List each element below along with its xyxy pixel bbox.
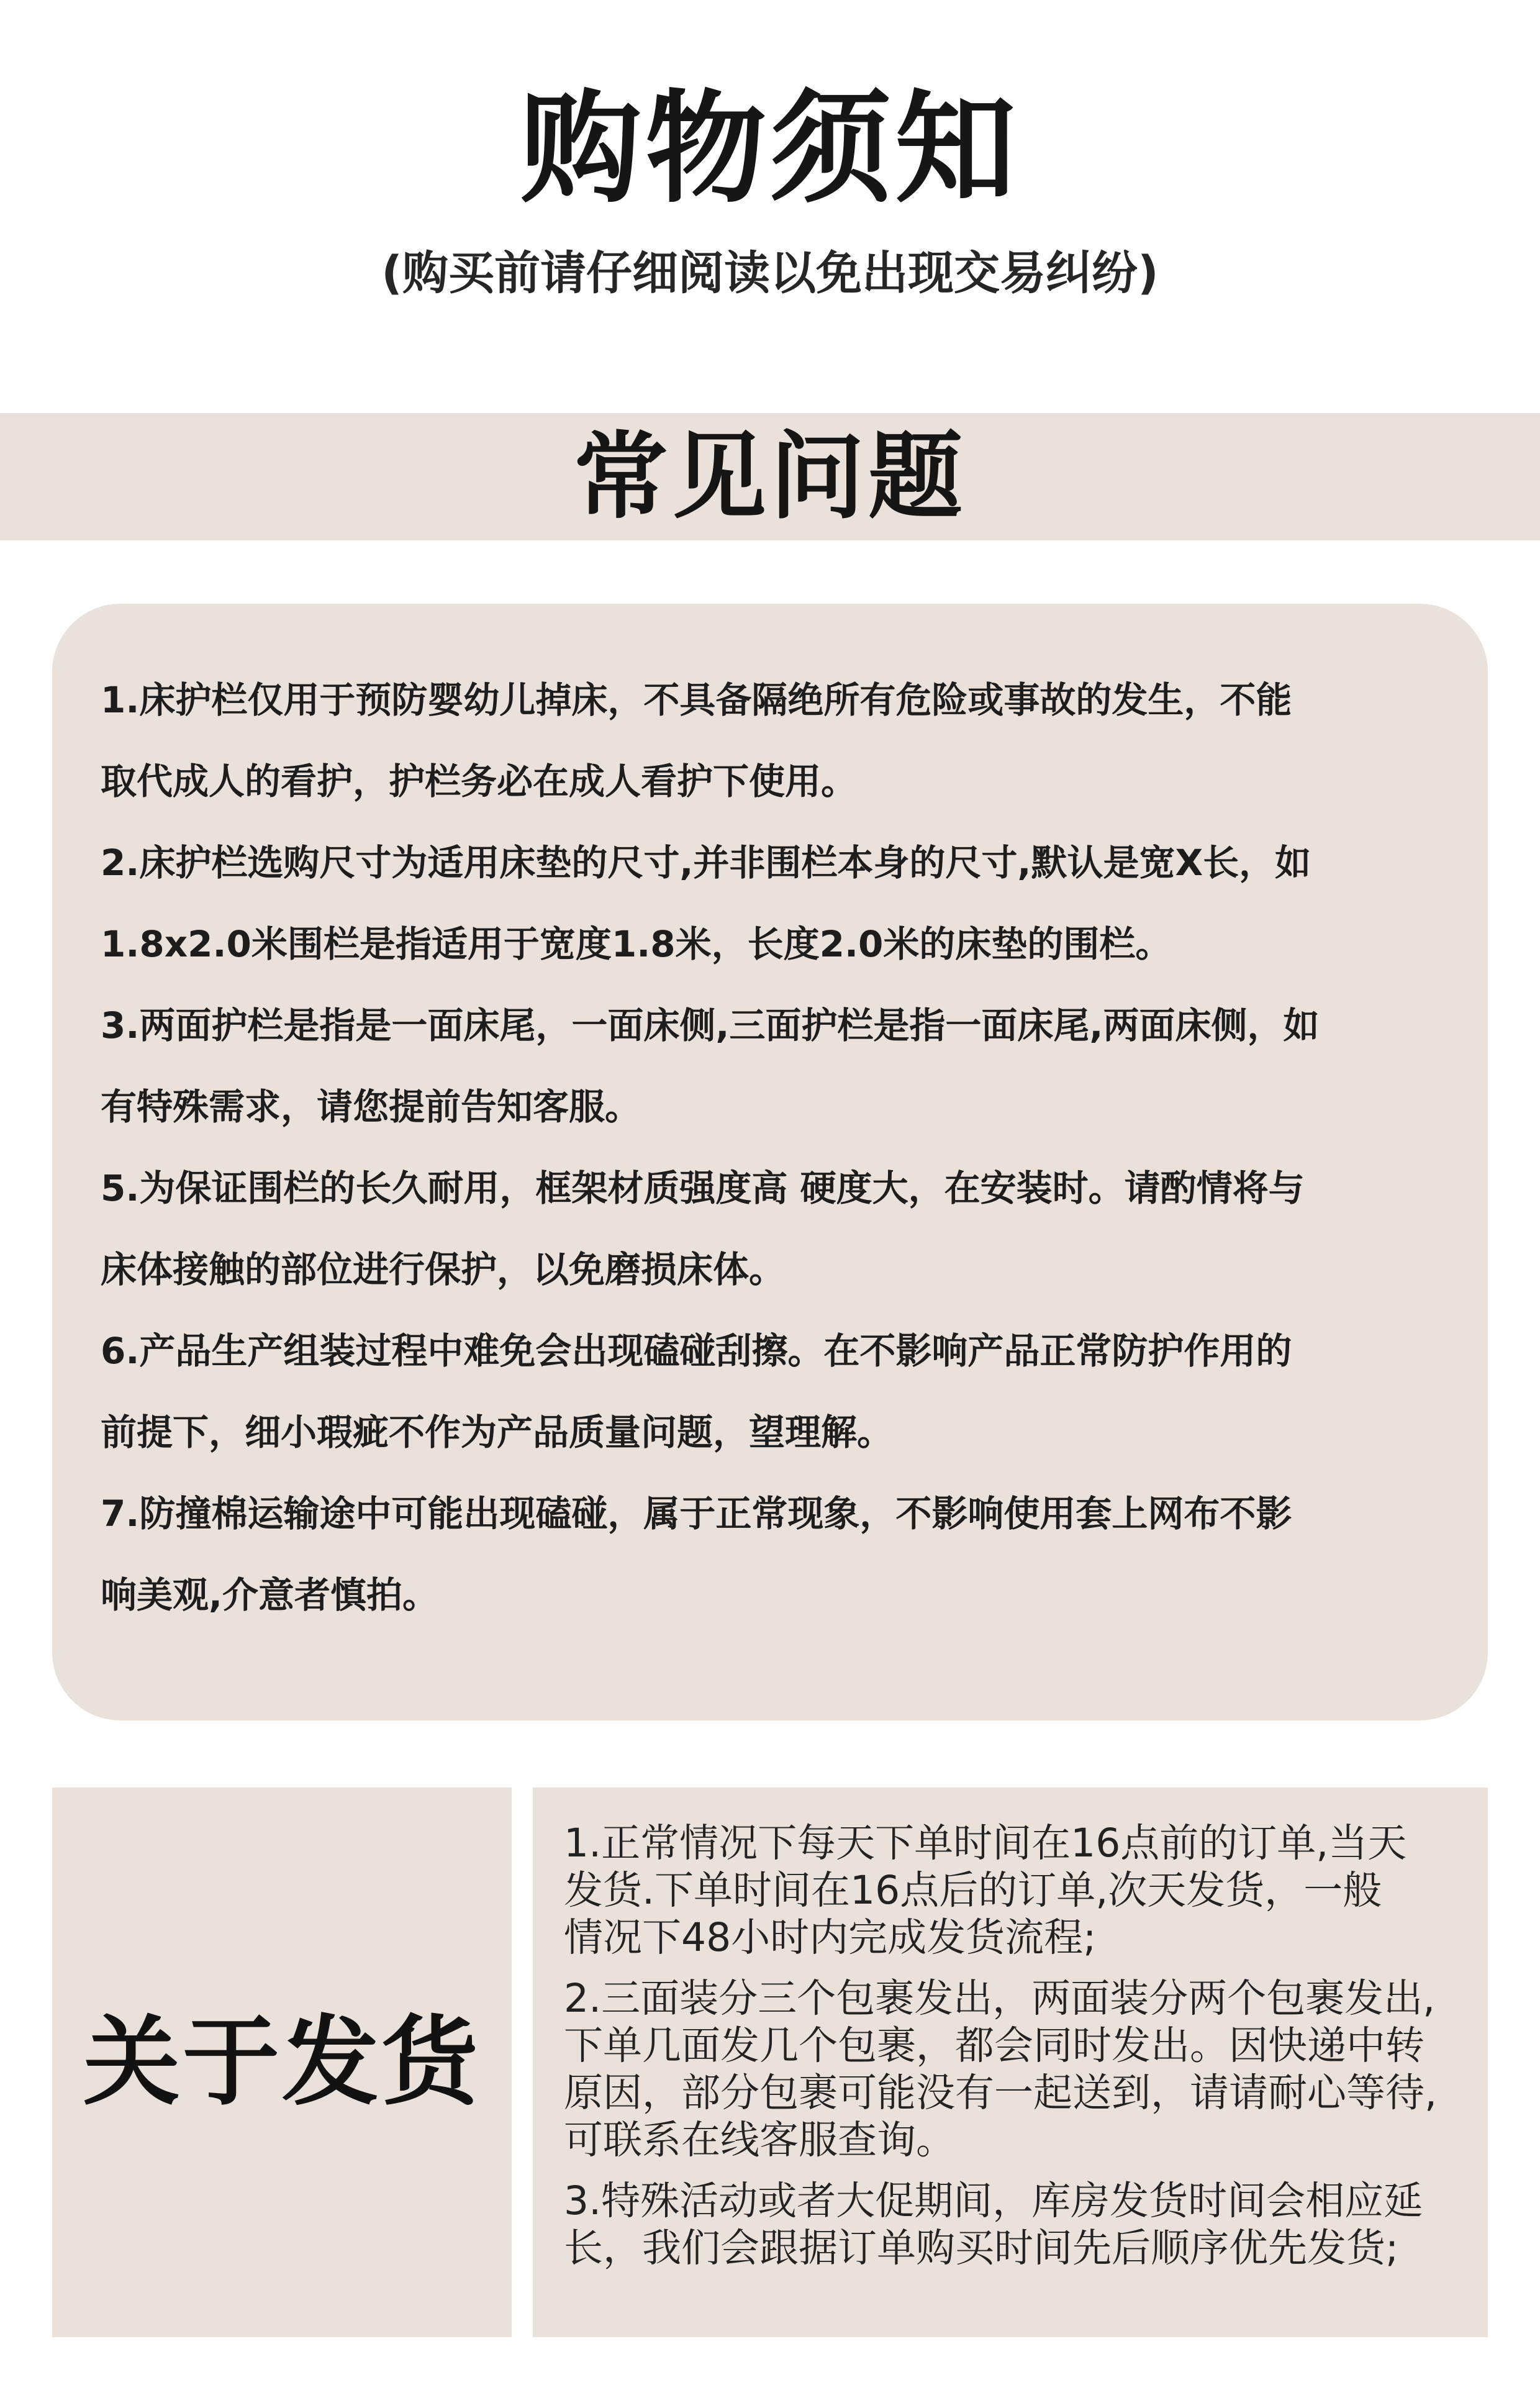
shipping-content-panel bbox=[533, 1788, 1488, 2337]
shipping-line: 发货.下单时间在16点后的订单,次天发货，一般 bbox=[564, 1868, 1382, 1913]
shipping-title: 关于发货 bbox=[83, 2006, 481, 2119]
faq-line: 1.床护栏仅用于预防婴幼儿掉床，不具备隔绝所有危险或事故的发生，不能 bbox=[101, 679, 1292, 721]
shipping-line: 下单几面发几个包裹，都会同时发出。因快递中转 bbox=[564, 2023, 1424, 2068]
faq-title: 常见问题 bbox=[574, 422, 966, 532]
shipping-paragraph bbox=[564, 1820, 1488, 1961]
shipping-line: 原因，部分包裹可能没有一起送到，请请耐心等待, bbox=[564, 2070, 1438, 2115]
shipping-label-panel bbox=[52, 1788, 512, 2337]
faq-card bbox=[52, 604, 1488, 1720]
faq-line: 5.为保证围栏的长久耐用，框架材质强度高 硬度大，在安装时。请酌情将与 bbox=[101, 1167, 1305, 1209]
faq-line: 6.产品生产组装过程中难免会出现磕碰刮擦。在不影响产品正常防护作用的 bbox=[101, 1330, 1292, 1372]
shipping-line: 2.三面装分三个包裹发出，两面装分两个包裹发出, bbox=[564, 1976, 1436, 2021]
shipping-paragraph bbox=[564, 1975, 1488, 2164]
faq-line: 床体接触的部位进行保护，以免磨损床体。 bbox=[101, 1248, 786, 1291]
faq-line: 3.两面护栏是指是一面床尾，一面床侧,三面护栏是指一面床尾,两面床侧，如 bbox=[101, 1004, 1320, 1047]
shipping-line: 3.特殊活动或者大促期间，库房发货时间会相应延 bbox=[564, 2178, 1423, 2224]
shipping-line: 可联系在线客服查询。 bbox=[564, 2117, 955, 2163]
faq-banner bbox=[0, 413, 1540, 540]
shipping-line: 1.正常情况下每天下单时间在16点前的订单,当天 bbox=[564, 1820, 1407, 1866]
faq-line: 1.8x2.0米围栏是指适用于宽度1.8米，长度2.0米的床垫的围栏。 bbox=[101, 923, 1172, 965]
faq-line: 2.床护栏选购尺寸为适用床垫的尺寸,并非围栏本身的尺寸,默认是宽X长，如 bbox=[101, 842, 1311, 884]
faq-line: 7.防撞棉运输途中可能出现磕碰，属于正常现象，不影响使用套上网布不影 bbox=[101, 1492, 1292, 1535]
page-title: 购物须知 bbox=[520, 78, 1020, 219]
shipping-paragraph bbox=[564, 2178, 1488, 2272]
page-subtitle: (购买前请仔细阅读以免出现交易纠纷) bbox=[381, 247, 1159, 300]
shipping-line: 长，我们会跟据订单购买时间先后顺序优先发货; bbox=[564, 2225, 1399, 2271]
faq-line: 前提下，细小瑕疵不作为产品质量问题，望理解。 bbox=[101, 1411, 894, 1453]
faq-line: 取代成人的看护，护栏务必在成人看护下使用。 bbox=[101, 760, 858, 802]
faq-line: 响美观,介意者慎拍。 bbox=[101, 1574, 439, 1616]
faq-line: 有特殊需求，请您提前告知客服。 bbox=[101, 1086, 641, 1128]
shipping-line: 情况下48小时内完成发货流程; bbox=[564, 1915, 1097, 1960]
